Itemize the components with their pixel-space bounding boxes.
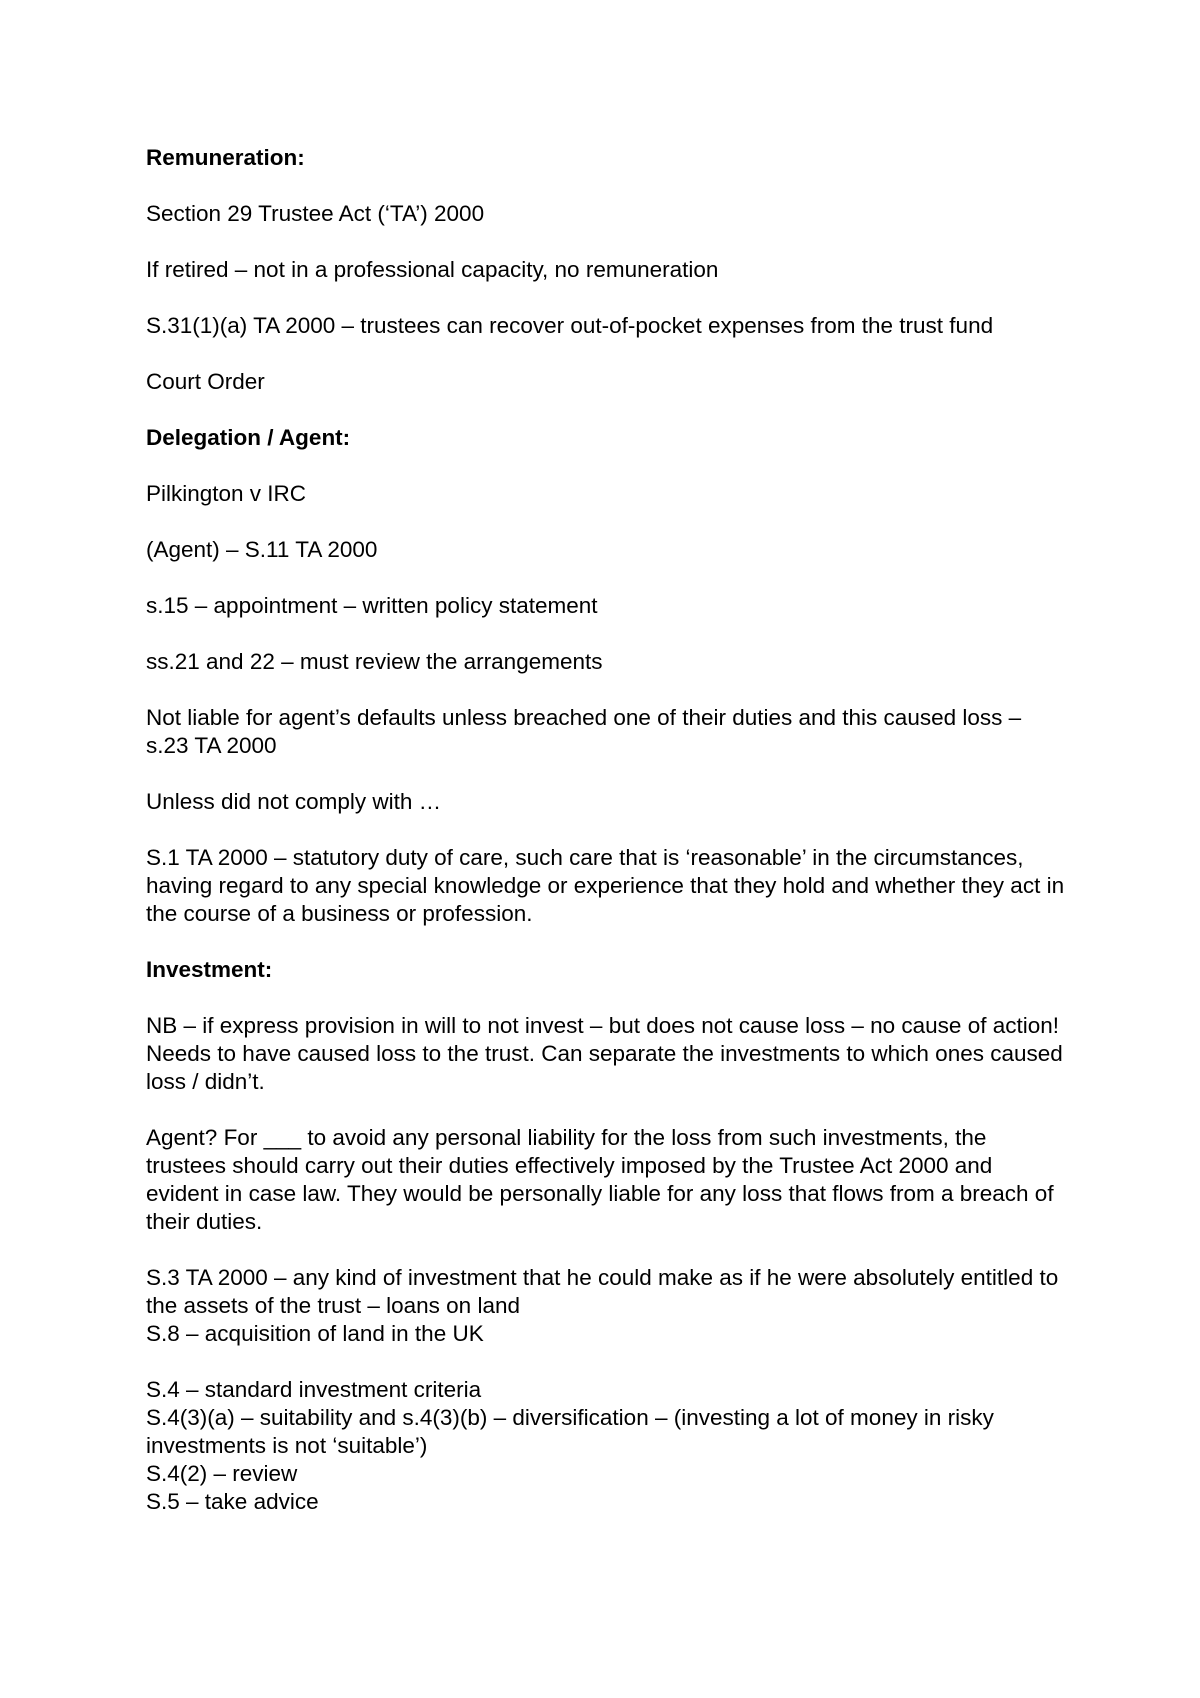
paragraph: Not liable for agent’s defaults unless breached one of their duties and this caused loss – s.23 TA 2000: [146, 705, 1022, 758]
paragraph: S.31(1)(a) TA 2000 – trustees can recover out-of-pocket expenses from the trust fund: [146, 313, 994, 338]
line-group: [146, 1376, 1066, 1516]
paragraph: s.15 – appointment – written policy statement: [146, 593, 598, 618]
paragraph: ss.21 and 22 – must review the arrangements: [146, 649, 603, 674]
heading-delegation-agent: Delegation / Agent:: [146, 425, 351, 450]
line: S.8 – acquisition of land in the UK: [146, 1321, 484, 1346]
line: S.4(2) – review: [146, 1461, 298, 1486]
heading-investment: Investment:: [146, 957, 273, 982]
line-group: [146, 1264, 1066, 1348]
paragraph: Pilkington v IRC: [146, 481, 307, 506]
heading-remuneration: Remuneration:: [146, 145, 305, 170]
paragraph: Section 29 Trustee Act (‘TA’) 2000: [146, 201, 485, 226]
paragraph: Unless did not comply with …: [146, 789, 442, 814]
line: S.4(3)(a) – suitability and s.4(3)(b) – diversification – (investing a lot of money in risky investments is not ‘suitable’): [146, 1405, 994, 1458]
line: S.5 – take advice: [146, 1489, 319, 1514]
paragraph: NB – if express provision in will to not invest – but does not cause loss – no cause of action! Needs to have caused loss to the trust. Can separate the investments to which ones caused loss / didn’t.: [146, 1013, 1063, 1094]
line: S.4 – standard investment criteria: [146, 1377, 482, 1402]
paragraph: S.1 TA 2000 – statutory duty of care, such care that is ‘reasonable’ in the circumstances, having regard to any special knowledge or experience that they hold and whether they act in the course of a business or profession.: [146, 845, 1065, 926]
paragraph: (Agent) – S.11 TA 2000: [146, 537, 378, 562]
paragraph: Agent? For ___ to avoid any personal liability for the loss from such investments, the trustees should carry out their duties effectively imposed by the Trustee Act 2000 and evident in case law. They would be personally liable for any loss that flows from a breach of their duties.: [146, 1125, 1054, 1234]
paragraph: Court Order: [146, 369, 265, 394]
line: S.3 TA 2000 – any kind of investment that he could make as if he were absolutely entitled to the assets of the trust – loans on land: [146, 1265, 1059, 1318]
document-body: [146, 144, 1066, 1516]
paragraph: If retired – not in a professional capacity, no remuneration: [146, 257, 719, 282]
